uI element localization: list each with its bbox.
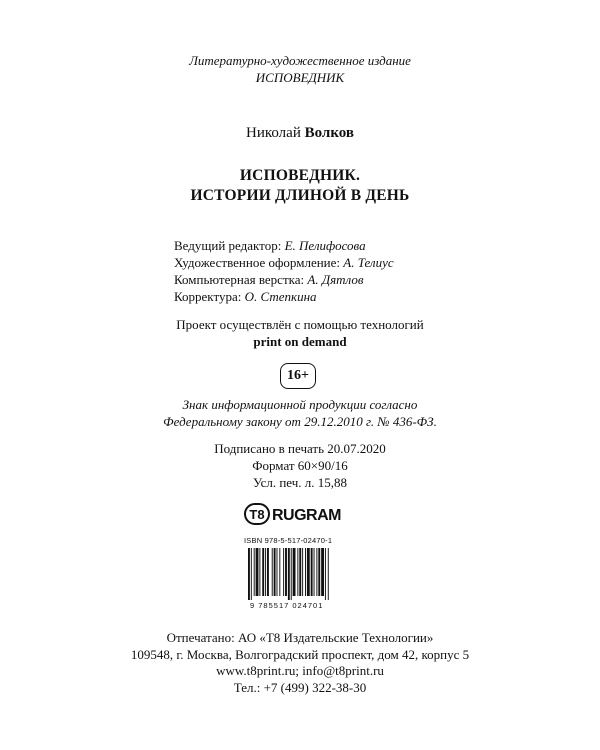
barcode-bar xyxy=(302,548,303,596)
series-line-2: ИСПОВЕДНИК xyxy=(255,70,345,85)
printer-phone: Тел.: +7 (499) 322-38-30 xyxy=(233,679,367,695)
author-last-name: Волков xyxy=(304,125,354,141)
printer-address: 109548, г. Москва, Волгоградский проспект, дом 42, корпус 5 xyxy=(130,646,470,662)
barcode-bar xyxy=(254,548,255,596)
barcode-bar xyxy=(293,548,296,596)
barcode-bar xyxy=(297,548,298,596)
age-note-line-2: Федеральному закону от 29.12.2010 г. № 436-ФЗ. xyxy=(163,414,437,429)
barcode-bar xyxy=(328,548,329,600)
publishing-info xyxy=(0,440,600,491)
barcode-bar xyxy=(283,548,284,596)
barcode-bar xyxy=(321,548,324,596)
series-note xyxy=(0,52,600,86)
barcode-bar xyxy=(251,548,252,600)
barcode-bar xyxy=(314,548,315,596)
barcode-bar xyxy=(316,548,317,596)
printed-sheets: Усл. печ. л. 15,88 xyxy=(252,475,348,490)
author-first-name: Николай xyxy=(245,125,301,141)
barcode-bar xyxy=(272,548,273,596)
barcode-bar xyxy=(248,548,250,600)
age-rating-badge: 16+ xyxy=(280,363,316,389)
logo-mark: T8 xyxy=(249,507,265,522)
printer-web: www.t8print.ru; info@t8print.ru xyxy=(216,663,384,678)
barcode-bar xyxy=(285,548,287,596)
barcode-bar xyxy=(325,548,326,600)
printer-line-1: Отпечатано: АО «Т8 Издательские Технологии» xyxy=(166,630,434,645)
credit-role: Компьютерная верстка: xyxy=(174,272,305,287)
credit-design xyxy=(174,254,394,271)
book-title-line-1: ИСПОВЕДНИК. xyxy=(239,167,361,184)
t8-rugram-logo xyxy=(244,503,354,525)
barcode-bar xyxy=(274,548,276,596)
age-rating-note xyxy=(0,396,600,430)
barcode-bar xyxy=(279,548,280,596)
barcode-bar xyxy=(299,548,301,596)
series-line-1: Литературно-художественное издание xyxy=(189,53,411,68)
barcode-bar xyxy=(277,548,278,596)
barcode-bar xyxy=(311,548,313,596)
credit-person: Е. Пелифосова xyxy=(284,238,366,253)
isbn-label: ISBN 978-5-517-02470-1 xyxy=(244,536,333,545)
barcode-bar xyxy=(267,548,269,596)
credit-person: А. Дятлов xyxy=(307,272,364,287)
barcode-bar xyxy=(262,548,264,596)
barcode-bar xyxy=(305,548,306,596)
printer-info xyxy=(0,630,600,696)
credit-role: Ведущий редактор: xyxy=(174,238,282,253)
book-title-line-2: ИСТОРИИ ДЛИНОЙ В ДЕНЬ xyxy=(190,187,410,204)
signed-to-print: Подписано в печать 20.07.2020 xyxy=(214,441,386,456)
age-note-line-1: Знак информационной продукции согласно xyxy=(182,397,418,412)
credit-role: Корректура: xyxy=(174,289,242,304)
logo-wordmark: RUGRAM xyxy=(272,507,341,524)
credit-role: Художественное оформление: xyxy=(174,255,341,270)
barcode-bar xyxy=(318,548,320,596)
credit-proofreading xyxy=(174,288,394,305)
credit-editor xyxy=(174,237,394,254)
barcode-bar xyxy=(291,548,292,600)
barcode-bar xyxy=(307,548,310,596)
book-title xyxy=(0,166,600,206)
barcode-bar xyxy=(265,548,266,596)
credit-person: А. Телиус xyxy=(343,255,394,270)
pod-line-1: Проект осуществлён с помощью технологий xyxy=(176,317,424,332)
credits-block xyxy=(174,237,394,305)
barcode-bar xyxy=(256,548,259,596)
isbn-barcode xyxy=(244,548,356,600)
pod-line-2: print on demand xyxy=(253,334,347,349)
author-name xyxy=(0,124,600,142)
barcode-bar xyxy=(259,548,260,596)
credit-layout xyxy=(174,271,394,288)
pod-note xyxy=(0,316,600,350)
credit-person: О. Степкина xyxy=(244,289,317,304)
barcode-digits: 9 785517 024701 xyxy=(250,601,324,610)
format: Формат 60×90/16 xyxy=(252,458,348,473)
barcode-bar xyxy=(288,548,290,600)
